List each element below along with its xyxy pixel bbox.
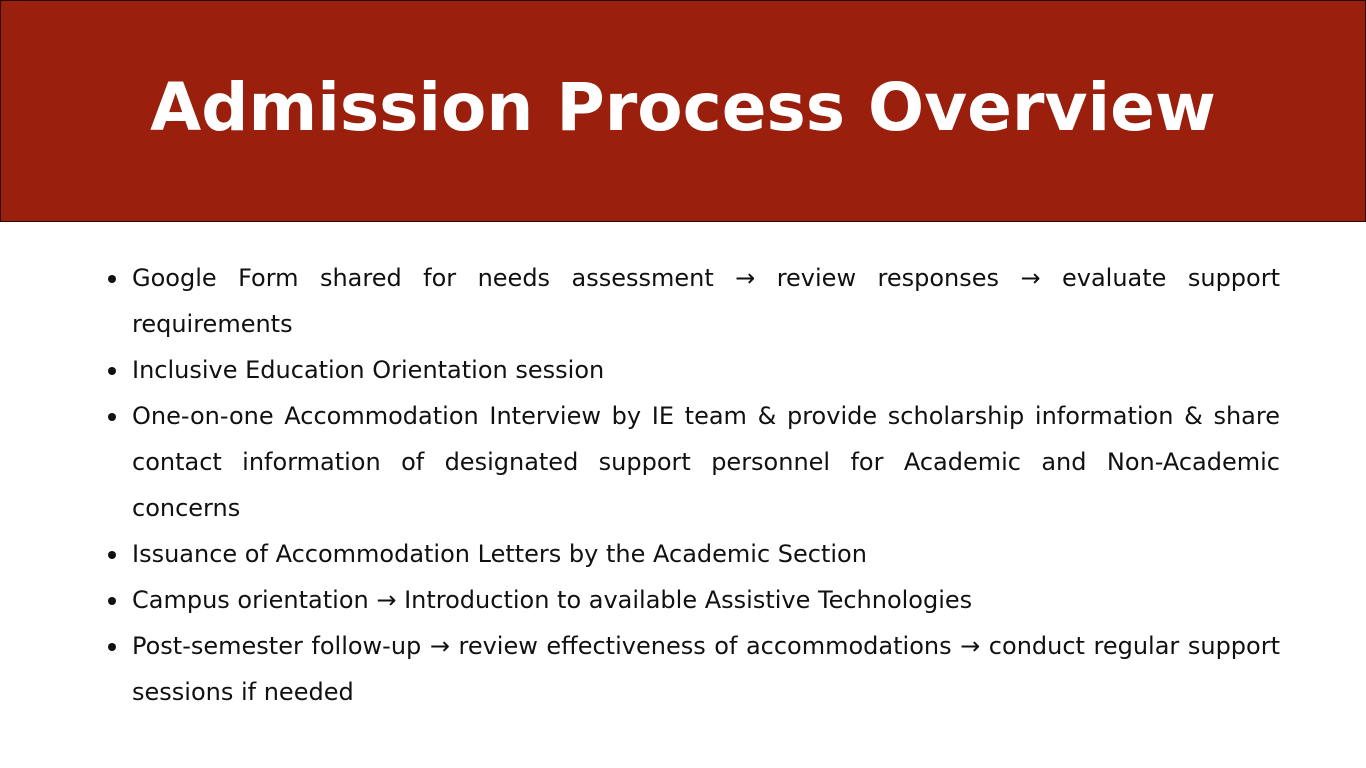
bullet-list [96, 255, 1280, 715]
bullet-text: Inclusive Education Orientation session [132, 356, 605, 384]
bullet-text: Issuance of Accommodation Letters by the Academic Section [132, 540, 867, 568]
bullet-text: Post-semester follow-up → review effectiveness of accommodations → conduct regular support sessions if needed [132, 632, 1280, 706]
bullet-item-accommodation-interview [96, 393, 1280, 531]
bullet-item-follow-up [96, 623, 1280, 715]
bullet-point-icon [108, 413, 116, 421]
bullet-point-icon [108, 275, 116, 283]
bullet-point-icon [108, 643, 116, 651]
bullet-text: Google Form shared for needs assessment → review responses → evaluate support requirements [132, 264, 1280, 338]
bullet-point-icon [108, 597, 116, 605]
bullet-point-icon [108, 551, 116, 559]
title-banner [0, 0, 1366, 222]
bullet-item-orientation-session [96, 347, 1280, 393]
bullet-point-icon [108, 367, 116, 375]
slide-title: Admission Process Overview [150, 68, 1216, 146]
bullet-item-needs-assessment [96, 255, 1280, 347]
bullet-item-campus-orientation [96, 577, 1280, 623]
bullet-item-accommodation-letters [96, 531, 1280, 577]
bullet-text: One-on-one Accommodation Interview by IE team & provide scholarship information & share contact information of designated support personnel for Academic and Non-Academic concerns [132, 402, 1280, 522]
content-area [96, 255, 1280, 715]
bullet-text: Campus orientation → Introduction to available Assistive Technologies [132, 586, 973, 614]
